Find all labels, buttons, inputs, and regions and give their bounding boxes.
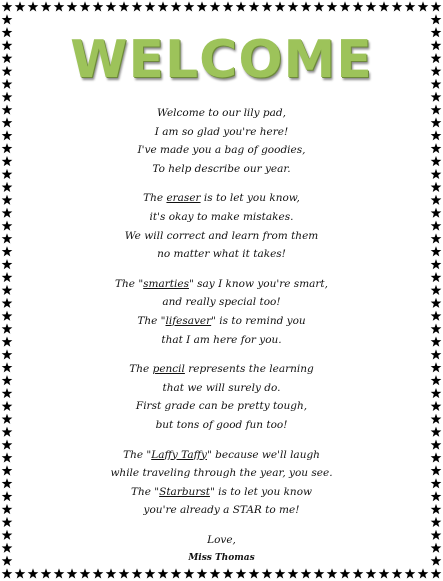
- star-icon: [431, 117, 442, 127]
- poem-line: We will correct and learn from them: [124, 229, 319, 242]
- star-icon: [431, 66, 442, 76]
- star-icon: [2, 169, 13, 179]
- star-icon: [2, 117, 13, 127]
- star-icon: [431, 220, 442, 230]
- star-icon: [275, 568, 286, 578]
- star-icon: [223, 1, 234, 11]
- star-icon: [184, 1, 195, 11]
- star-icon: [2, 1, 13, 11]
- star-icon: [431, 259, 442, 269]
- star-icon: [431, 130, 442, 140]
- star-icon: [431, 311, 442, 321]
- poem-line: while traveling through the year, you see.: [110, 467, 333, 480]
- star-icon: [431, 504, 442, 514]
- star-icon: [2, 79, 13, 89]
- poem-line: but tons of good fun too!: [155, 418, 288, 431]
- star-icon: [340, 568, 351, 578]
- star-icon: [28, 568, 39, 578]
- star-icon: [2, 324, 13, 334]
- star-icon: [431, 465, 442, 475]
- poem-line: [20, 360, 423, 379]
- star-icon: [132, 1, 143, 11]
- star-icon: [171, 1, 182, 11]
- star-icon: [106, 568, 117, 578]
- star-icon: [301, 568, 312, 578]
- star-icon: [2, 440, 13, 450]
- star-icon: [2, 143, 13, 153]
- star-icon: [54, 1, 65, 11]
- star-icon: [54, 568, 65, 578]
- poem-text: The ": [115, 277, 144, 290]
- item-lifesaver: lifesaver: [165, 314, 212, 327]
- star-icon: [236, 568, 247, 578]
- star-icon: [431, 491, 442, 501]
- poem-line: no matter what it takes!: [157, 248, 286, 261]
- star-icon: [2, 336, 13, 346]
- star-icon: [431, 517, 442, 527]
- star-icon: [197, 568, 208, 578]
- star-icon: [2, 208, 13, 218]
- star-icon: [327, 1, 338, 11]
- poem-line: I've made you a bag of goodies,: [137, 144, 306, 157]
- star-icon: [431, 285, 442, 295]
- star-icon: [353, 1, 364, 11]
- star-icon: [431, 324, 442, 334]
- closing-love: Love,: [207, 533, 236, 546]
- star-icon: [41, 1, 52, 11]
- star-icon: [93, 1, 104, 11]
- poem-line: that I am here for you.: [161, 333, 282, 346]
- star-icon: [301, 1, 312, 11]
- stanza-5: [20, 446, 423, 520]
- star-icon: [431, 568, 442, 578]
- star-icon: [431, 14, 442, 24]
- poem-text: " say I know you're smart,: [188, 277, 328, 290]
- star-icon: [132, 568, 143, 578]
- poem-text: " is to let you know: [209, 485, 312, 498]
- star-icon: [431, 427, 442, 437]
- star-icon: [2, 156, 13, 166]
- star-icon: [67, 568, 78, 578]
- star-icon: [431, 452, 442, 462]
- star-icon: [431, 375, 442, 385]
- star-icon: [2, 233, 13, 243]
- star-icon: [366, 1, 377, 11]
- star-icon: [2, 452, 13, 462]
- poem-text: " is to remind you: [211, 314, 306, 327]
- star-icon: [2, 568, 13, 578]
- star-icon: [249, 1, 260, 11]
- stanza-2: [20, 189, 423, 263]
- item-pencil: pencil: [152, 363, 185, 376]
- poem-text: The ": [123, 448, 152, 461]
- star-icon: [93, 568, 104, 578]
- star-icon: [67, 1, 78, 11]
- star-icon: [2, 375, 13, 385]
- star-icon: [119, 568, 130, 578]
- star-icon: [431, 388, 442, 398]
- star-icon: [2, 246, 13, 256]
- star-icon: [431, 336, 442, 346]
- poem-line: [20, 275, 423, 294]
- star-icon: [2, 465, 13, 475]
- stanza-3: [20, 275, 423, 349]
- star-icon: [2, 478, 13, 488]
- star-icon: [158, 568, 169, 578]
- star-icon: [2, 40, 13, 50]
- star-icon: [2, 427, 13, 437]
- star-icon: [2, 311, 13, 321]
- star-icon: [431, 79, 442, 89]
- star-icon: [106, 1, 117, 11]
- star-icon: [353, 568, 364, 578]
- star-icon: [314, 568, 325, 578]
- star-icon: [418, 568, 429, 578]
- star-icon: [288, 1, 299, 11]
- poem-text: represents the learning: [184, 363, 314, 376]
- star-icon: [431, 169, 442, 179]
- star-icon: [431, 401, 442, 411]
- poem-line: and really special too!: [162, 296, 281, 309]
- poem-line: [20, 312, 423, 331]
- poem-line: [20, 446, 423, 465]
- star-icon: [2, 362, 13, 372]
- star-icon: [431, 143, 442, 153]
- star-icon: [431, 40, 442, 50]
- star-icon: [210, 568, 221, 578]
- star-icon: [2, 53, 13, 63]
- star-icon: [119, 1, 130, 11]
- star-icon: [392, 1, 403, 11]
- poem-line: I am so glad you're here!: [154, 125, 289, 138]
- star-icon: [2, 272, 13, 282]
- poem-line: First grade can be pretty tough,: [135, 400, 308, 413]
- star-icon: [145, 568, 156, 578]
- star-icon: [405, 1, 416, 11]
- star-icon: [431, 233, 442, 243]
- star-icon: [2, 259, 13, 269]
- star-icon: [2, 285, 13, 295]
- star-icon: [158, 1, 169, 11]
- star-icon: [197, 1, 208, 11]
- poem-text: The: [129, 363, 153, 376]
- poem-text: The ": [130, 485, 160, 498]
- poem-text: " because we'll laugh: [206, 448, 320, 461]
- poem-line: you're already a STAR to me!: [143, 504, 300, 517]
- star-icon: [15, 1, 26, 11]
- star-icon: [249, 568, 260, 578]
- star-icon: [379, 1, 390, 11]
- star-icon: [28, 1, 39, 11]
- star-icon: [2, 27, 13, 37]
- star-icon: [145, 1, 156, 11]
- star-icon: [2, 104, 13, 114]
- star-icon: [431, 246, 442, 256]
- stanza-1: [20, 104, 423, 178]
- star-icon: [431, 440, 442, 450]
- poem-text: is to let you know,: [200, 192, 300, 205]
- star-icon: [431, 208, 442, 218]
- poem-line: [20, 483, 423, 502]
- star-icon: [431, 1, 442, 11]
- poem-line: [20, 189, 423, 208]
- star-icon: [431, 414, 442, 424]
- star-icon: [418, 1, 429, 11]
- welcome-title: WELCOME: [70, 30, 373, 90]
- star-icon: [2, 401, 13, 411]
- star-icon: [431, 195, 442, 205]
- item-starburst: Starburst: [159, 485, 210, 498]
- poem-line: it's okay to make mistakes.: [149, 210, 294, 223]
- star-icon: [2, 130, 13, 140]
- star-icon: [2, 530, 13, 540]
- star-icon: [236, 1, 247, 11]
- star-icon: [210, 1, 221, 11]
- star-icon: [431, 272, 442, 282]
- star-icon: [275, 1, 286, 11]
- star-icon: [327, 568, 338, 578]
- star-icon: [431, 92, 442, 102]
- poem-text: The: [143, 192, 167, 205]
- star-icon: [41, 568, 52, 578]
- star-icon: [2, 92, 13, 102]
- item-laffy-taffy: Laffy Taffy: [151, 448, 207, 461]
- star-icon: [340, 1, 351, 11]
- star-icon: [366, 568, 377, 578]
- star-icon: [80, 568, 91, 578]
- star-icon: [2, 220, 13, 230]
- star-icon: [2, 349, 13, 359]
- star-icon: [392, 568, 403, 578]
- star-icon: [431, 156, 442, 166]
- poem-line: that we will surely do.: [162, 381, 281, 394]
- star-icon: [379, 568, 390, 578]
- star-icon: [2, 195, 13, 205]
- star-icon: [431, 362, 442, 372]
- star-icon: [2, 556, 13, 566]
- star-icon: [223, 568, 234, 578]
- star-icon: [184, 568, 195, 578]
- poem-text: The ": [137, 314, 166, 327]
- star-icon: [2, 491, 13, 501]
- star-icon: [431, 530, 442, 540]
- star-icon: [15, 568, 26, 578]
- star-icon: [262, 568, 273, 578]
- star-icon: [431, 556, 442, 566]
- star-icon: [2, 388, 13, 398]
- poem-line: To help describe our year.: [152, 162, 291, 175]
- star-icon: [431, 27, 442, 37]
- item-eraser: eraser: [166, 192, 201, 205]
- item-smarties: smarties: [143, 277, 189, 290]
- star-icon: [431, 543, 442, 553]
- star-icon: [171, 568, 182, 578]
- star-icon: [2, 298, 13, 308]
- star-icon: [405, 568, 416, 578]
- star-icon: [80, 1, 91, 11]
- star-icon: [288, 568, 299, 578]
- star-icon: [2, 543, 13, 553]
- star-icon: [314, 1, 325, 11]
- star-icon: [2, 504, 13, 514]
- star-icon: [431, 349, 442, 359]
- star-icon: [431, 53, 442, 63]
- stanza-4: [20, 360, 423, 434]
- letter-content: [20, 22, 423, 563]
- star-icon: [431, 104, 442, 114]
- star-icon: [431, 298, 442, 308]
- star-icon: [2, 517, 13, 527]
- poem-line: Welcome to our lily pad,: [157, 107, 286, 119]
- star-icon: [2, 182, 13, 192]
- star-icon: [431, 478, 442, 488]
- star-icon: [431, 182, 442, 192]
- star-icon: [262, 1, 273, 11]
- star-icon: [2, 414, 13, 424]
- star-icon: [2, 66, 13, 76]
- star-icon: [2, 14, 13, 24]
- signature: Miss Thomas: [188, 553, 255, 564]
